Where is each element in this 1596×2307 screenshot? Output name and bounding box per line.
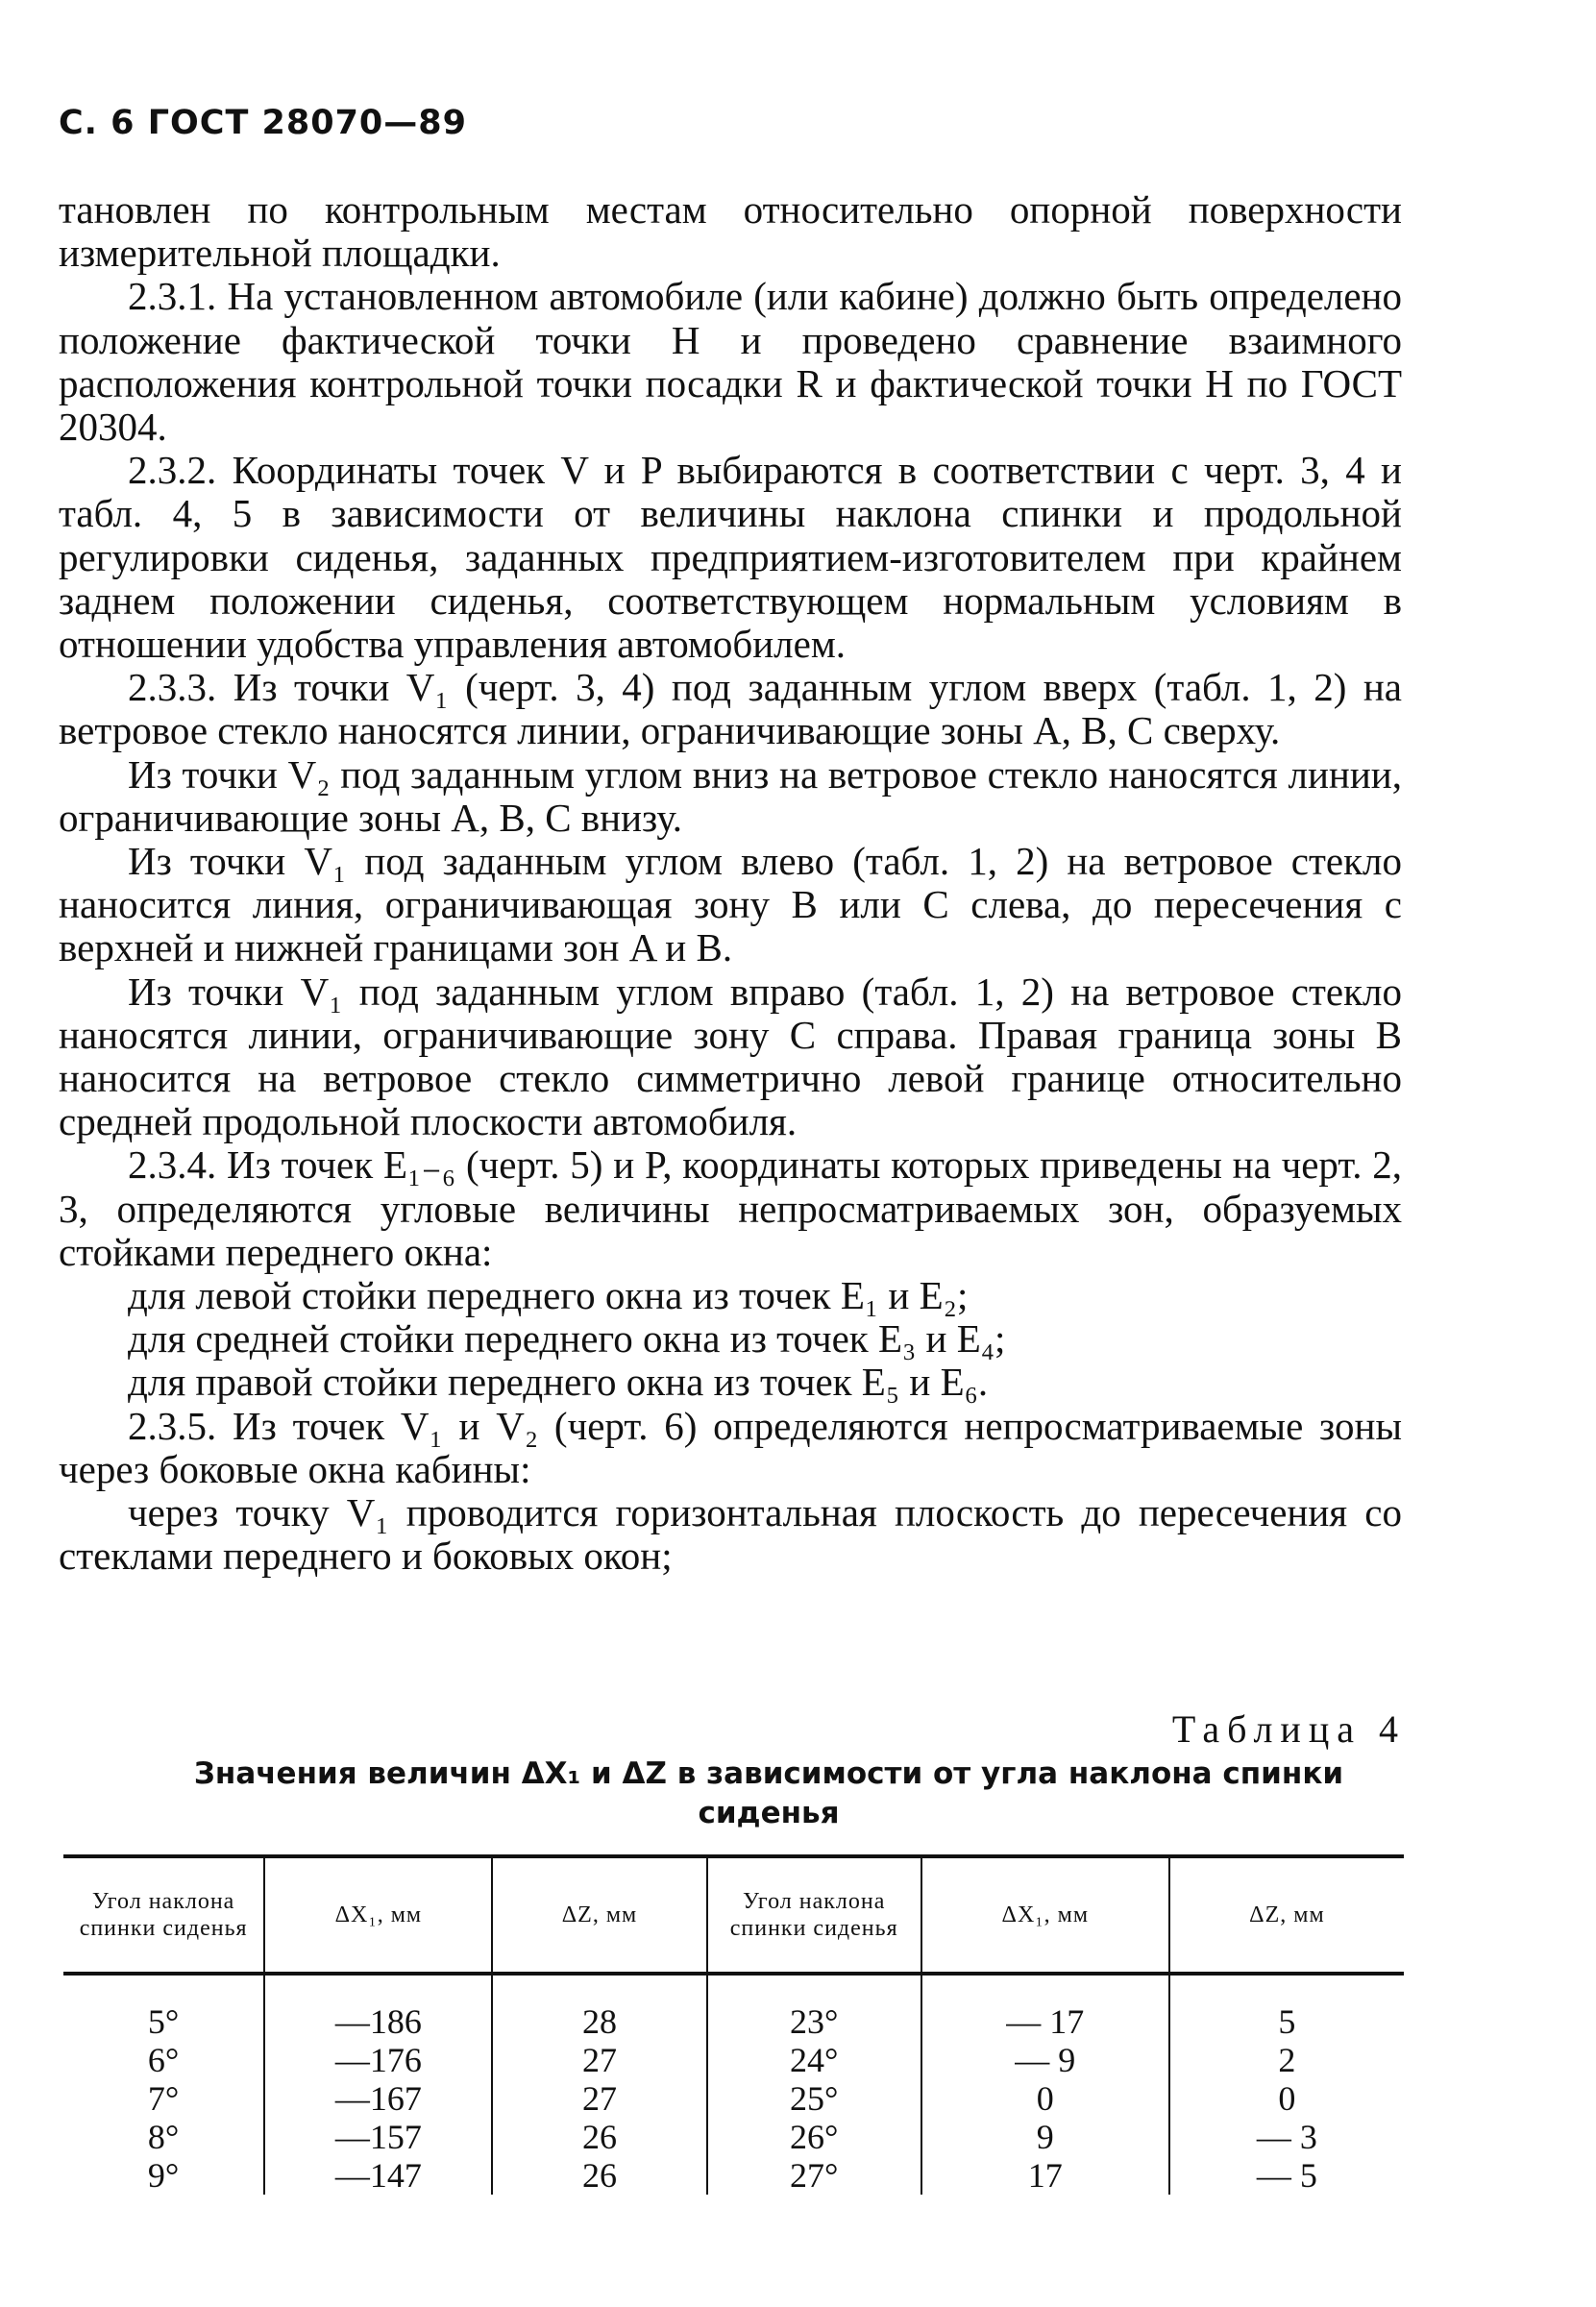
paragraph-2-3-2: 2.3.2. Координаты точек V и P выбираются в соответствии с черт. 3, 4 и табл. 4, 5 в зависимости от величины наклона спинки и продольной регулировки сиденья, заданных предприятием-изготовителем при крайнем заднем положении сиденья, соответствующем нормальным условиям в отношении удобства управления автомобилем. <box>59 448 1402 667</box>
table-cell: 26 <box>492 2156 706 2195</box>
column-header: ΔZ, мм <box>492 1856 706 1974</box>
table-cell: 6° <box>147 2041 180 2079</box>
table-title: Значения величин ΔX₁ и ΔZ в зависимости от угла наклона спинки сиденья <box>193 1756 1344 1830</box>
table-cell: 7° <box>147 2079 180 2118</box>
table-cell: —157 <box>264 2118 492 2156</box>
table-cell: — 17 <box>921 1974 1169 2041</box>
data-table <box>63 1854 1404 2195</box>
table-row <box>63 2156 1404 2195</box>
table-cell: 0 <box>1169 2079 1404 2118</box>
table-cell: 8° <box>147 2118 180 2156</box>
paragraph-v2-down: Из точки V₂ под заданным углом вниз на ветровое стекло наносятся линии, ограничивающие зоны A, B, C внизу. <box>59 751 1402 840</box>
paragraph-1: тановлен по контрольным местам относительно опорной поверхности измерительной площадки. <box>59 187 1402 276</box>
body-text <box>59 188 1402 1579</box>
table-cell: 9° <box>147 2156 180 2195</box>
table-label: Таблица 4 <box>1171 1707 1406 1751</box>
table-cell: 27° <box>707 2156 921 2195</box>
table-row <box>63 2118 1404 2156</box>
table-cell: 26 <box>492 2118 706 2156</box>
table-cell: — 3 <box>1169 2118 1404 2156</box>
table-cell: 23° <box>707 1974 921 2041</box>
table-cell: —186 <box>264 1974 492 2041</box>
table-row <box>63 1974 1404 2041</box>
table-cell: — 9 <box>921 2041 1169 2079</box>
table-cell: 27 <box>492 2041 706 2079</box>
column-header: Угол наклона спинки сиденья <box>63 1856 264 1974</box>
paragraph-middle-pillar: для средней стойки переднего окна из точек E₃ и E₄; <box>128 1316 1006 1362</box>
column-header: Угол наклона спинки сиденья <box>707 1856 921 1974</box>
table-row <box>63 2079 1404 2118</box>
paragraph-2-3-4: 2.3.4. Из точек E₁₋₆ (черт. 5) и P, координаты которых приведены на черт. 2, 3, определяются угловые величины непросматриваемых зон, образуемых стойками переднего окна: <box>59 1142 1402 1274</box>
page-header: С. 6 ГОСТ 28070—89 <box>59 104 467 142</box>
table-cell: —167 <box>264 2079 492 2118</box>
table-cell: —176 <box>264 2041 492 2079</box>
table-cell: 25° <box>707 2079 921 2118</box>
table-cell: 28 <box>492 1974 706 2041</box>
table-cell: 26° <box>707 2118 921 2156</box>
table-cell: 9 <box>921 2118 1169 2156</box>
paragraph-through-point-v1: через точку V₁ проводится горизонтальная плоскость до пересечения со стеклами переднего и боковых окон; <box>59 1490 1402 1579</box>
paragraph-v1-left: Из точки V₁ под заданным углом влево (табл. 1, 2) на ветровое стекло наносится линия, ограничивающая зону B или C слева, до пересечения с верхней и нижней границами зон A и B. <box>59 839 1402 970</box>
table-cell: 0 <box>921 2079 1169 2118</box>
table-cell: 17 <box>921 2156 1169 2195</box>
paragraph-v1-right: Из точки V₁ под заданным углом вправо (табл. 1, 2) на ветровое стекло наносятся линии, ограничивающие зону C справа. Правая граница зоны B наносится на ветровое стекло симметрично левой границе относительно средней продольной плоскости автомобиля. <box>59 969 1402 1144</box>
table-cell: 5 <box>1169 1974 1404 2041</box>
table-cell: —147 <box>264 2156 492 2195</box>
table-cell: 24° <box>707 2041 921 2079</box>
table-cell: 2 <box>1169 2041 1404 2079</box>
paragraph-2-3-1: 2.3.1. На установленном автомобиле (или кабине) должно быть определено положение фактической точки H и проведено сравнение взаимного расположения контрольной точки посадки R и фактической точки H по ГОСТ 20304. <box>59 274 1402 450</box>
table-row <box>63 2041 1404 2079</box>
paragraph-2-3-3: 2.3.3. Из точки V₁ (черт. 3, 4) под заданным углом вверх (табл. 1, 2) на ветровое стекло наносятся линии, ограничивающие зоны A, B, C сверху. <box>59 665 1402 753</box>
table-header-row <box>63 1856 1404 1974</box>
paragraph-left-pillar: для левой стойки переднего окна из точек E₁ и E₂; <box>128 1273 969 1318</box>
table-4 <box>63 1854 1404 2195</box>
paragraph-2-3-5: 2.3.5. Из точек V₁ и V₂ (черт. 6) определяются непросматриваемые зоны через боковые окна кабины: <box>59 1403 1402 1491</box>
column-header: ΔZ, мм <box>1169 1856 1404 1974</box>
table-cell: 27 <box>492 2079 706 2118</box>
paragraph-right-pillar: для правой стойки переднего окна из точек E₅ и E₆. <box>128 1360 989 1405</box>
table-cell: — 5 <box>1169 2156 1404 2195</box>
column-header: ΔX₁, мм <box>921 1856 1169 1974</box>
column-header: ΔX₁, мм <box>264 1856 492 1974</box>
table-cell: 5° <box>147 2002 180 2041</box>
